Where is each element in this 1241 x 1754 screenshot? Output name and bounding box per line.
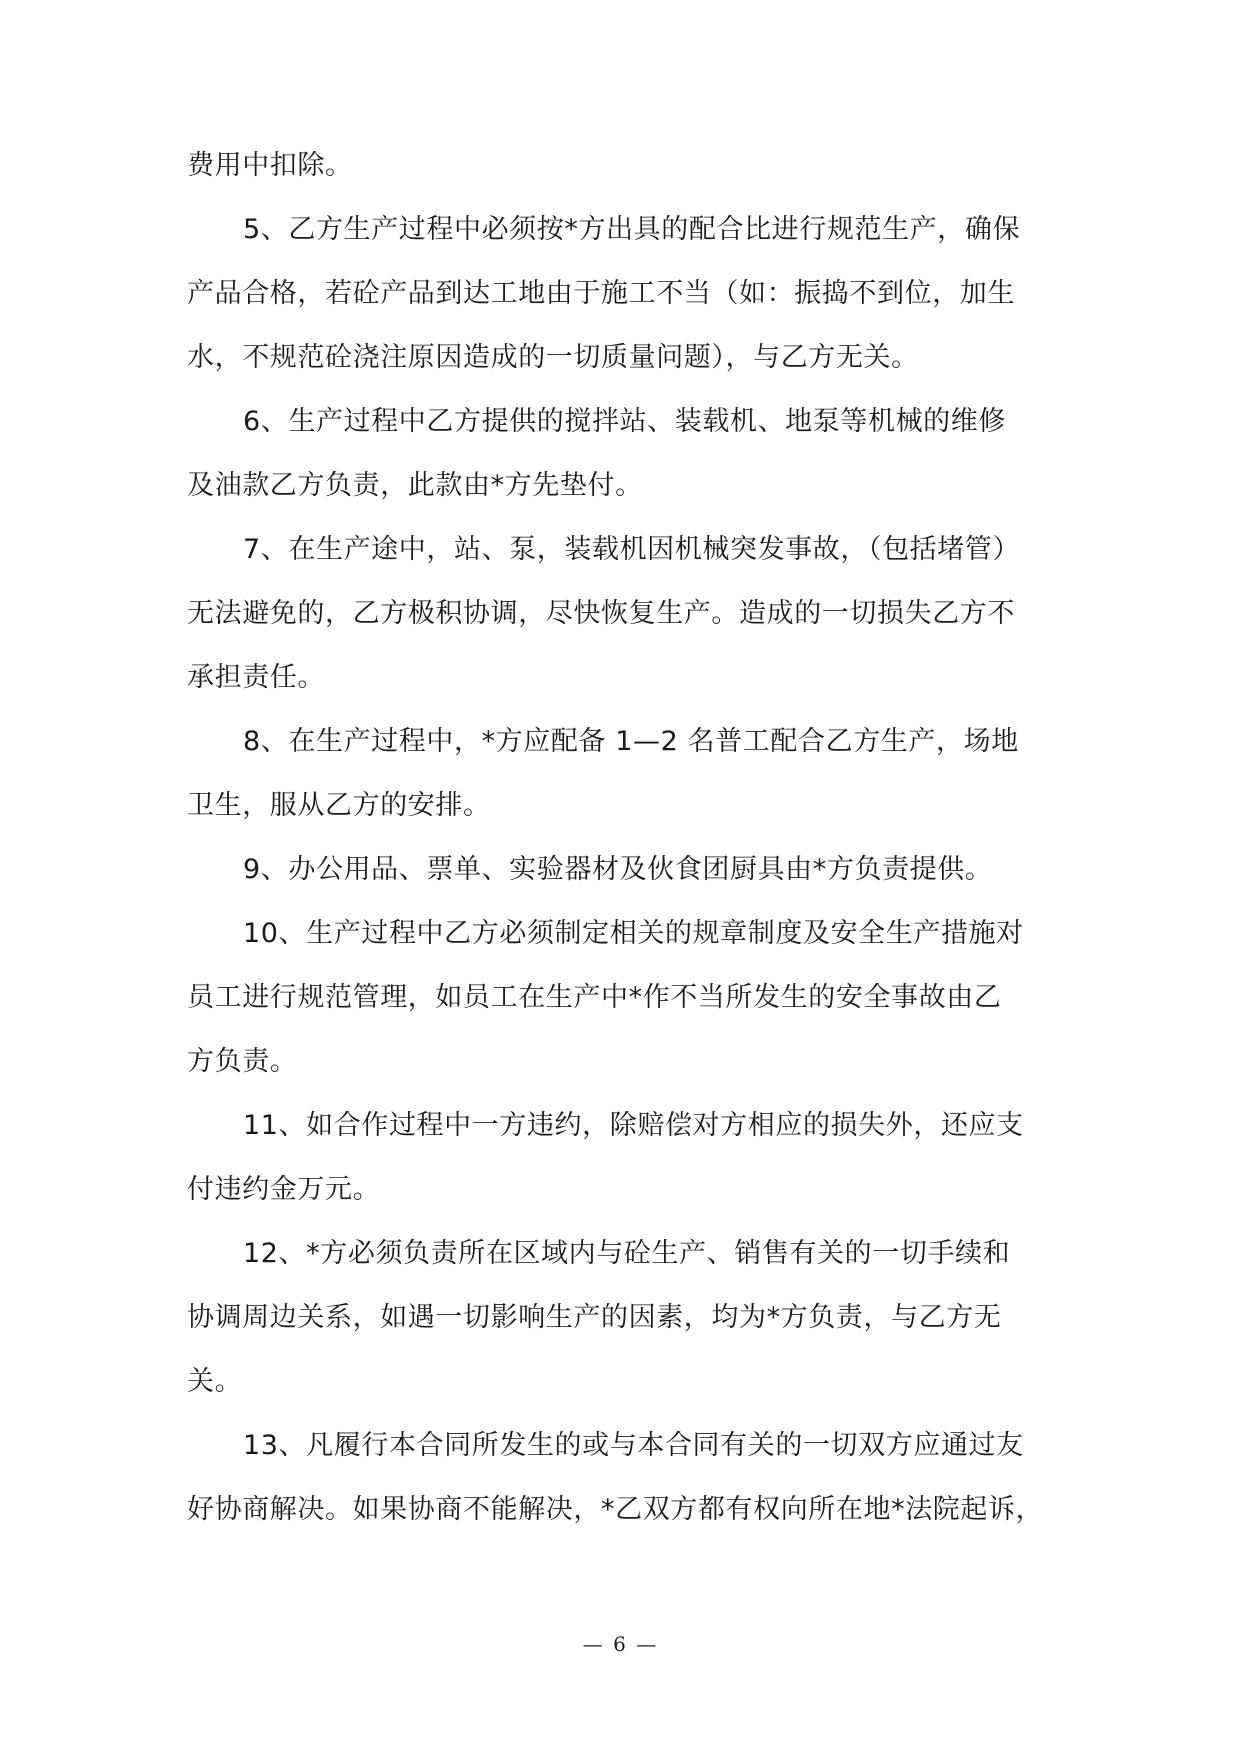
paragraph-line: 协调周边关系，如遇一切影响生产的因素，均为*方负责，与乙方无	[187, 1302, 1002, 1333]
paragraph-line: 10、生产过程中乙方必须制定相关的规章制度及安全生产措施对	[243, 918, 1024, 949]
paragraph-line: 费用中扣除。	[187, 150, 353, 181]
paragraph-line: 好协商解决。如果协商不能解决，*乙双方都有权向所在地*法院起诉，	[187, 1494, 1044, 1525]
paragraph-line: 方负责。	[187, 1046, 298, 1077]
paragraph-line: 6、生产过程中乙方提供的搅拌站、装载机、地泵等机械的维修	[243, 406, 1006, 437]
paragraph-line: 水，不规范砼浇注原因造成的一切质量问题），与乙方无关。	[187, 342, 919, 373]
paragraph-line: 7、在生产途中，站、泵，装载机因机械突发事故，（包括堵管）	[243, 534, 1021, 565]
paragraph-line: 13、凡履行本合同所发生的或与本合同有关的一切双方应通过友	[243, 1430, 1024, 1461]
paragraph-line: 无法避免的，乙方极积协调，尽快恢复生产。造成的一切损失乙方不	[187, 598, 1015, 629]
paragraph-line: 关。	[187, 1366, 243, 1397]
paragraph-line: 员工进行规范管理，如员工在生产中*作不当所发生的安全事故由乙	[187, 982, 1002, 1013]
paragraph-line: 承担责任。	[187, 662, 325, 693]
paragraph-line: 9、办公用品、票单、实验器材及伙食团厨具由*方负责提供。	[243, 854, 993, 885]
paragraph-line: 及油款乙方负责，此款由*方先垫付。	[187, 470, 643, 501]
document-body	[187, 150, 1057, 1526]
paragraph-line: 产品合格，若砼产品到达工地由于施工不当（如：振捣不到位，加生	[187, 278, 1015, 309]
paragraph-line: 8、在生产过程中，*方应配备 1—2 名普工配合乙方生产，场地	[243, 726, 1019, 757]
page-number: — 6 —	[582, 1632, 659, 1656]
paragraph-line: 卫生，服从乙方的安排。	[187, 790, 491, 821]
paragraph-line: 12、*方必须负责所在区域内与砼生产、销售有关的一切手续和	[243, 1238, 1011, 1269]
paragraph-line: 11、如合作过程中一方违约，除赔偿对方相应的损失外，还应支	[243, 1110, 1024, 1141]
paragraph-line: 付违约金万元。	[187, 1174, 381, 1205]
paragraph-line: 5、乙方生产过程中必须按*方出具的配合比进行规范生产，确保	[243, 214, 1021, 245]
